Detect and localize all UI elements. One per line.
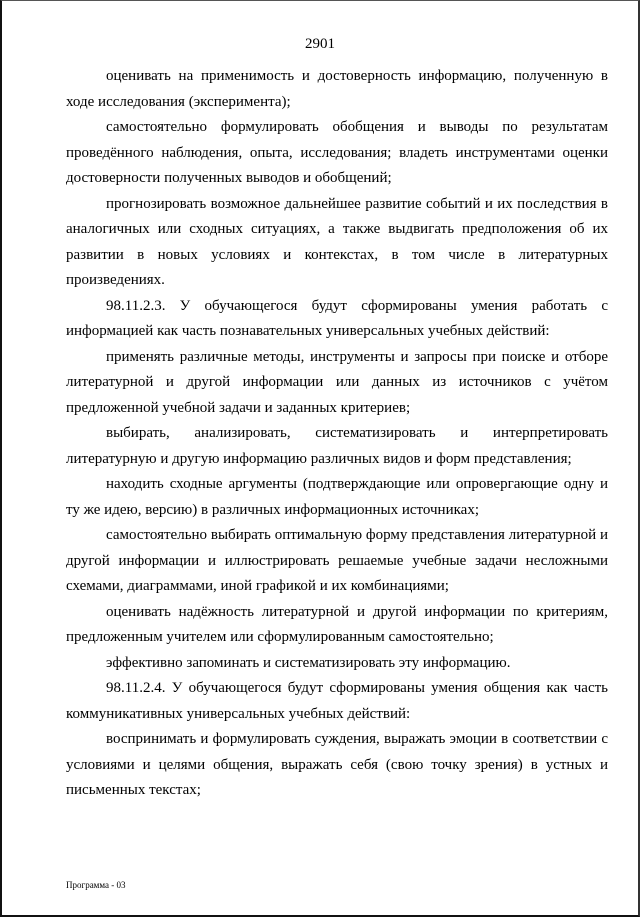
paragraph: находить сходные аргументы (подтверждающие или опровергающие одну и ту же идею, версию) в различных информационных источниках; <box>66 476 608 518</box>
paragraph: применять различные методы, инструменты и запросы при поиске и отборе литературной и другой информации или данных из источников с учётом предложенной учебной задачи и заданных критериев; <box>66 348 608 416</box>
paragraph: эффективно запоминать и систематизировать эту информацию. <box>106 654 511 671</box>
paragraph: прогнозировать возможное дальнейшее развитие событий и их последствия в аналогичных или сходных ситуациях, а также выдвигать предположения об их развитии в новых условиях и контекстах, в том числе в литературных произведениях. <box>66 195 608 288</box>
section-heading-paragraph: 98.11.2.4. У обучающегося будут сформированы умения общения как часть коммуникативных универсальных учебных действий: <box>66 680 608 722</box>
paragraph: выбирать, анализировать, систематизировать и интерпретировать литературную и другую информацию различных видов и форм представления; <box>66 425 608 467</box>
paragraph: воспринимать и формулировать суждения, выражать эмоции в соответствии с условиями и целями общения, выражать себя (свою точку зрения) в устных и письменных текстах; <box>66 731 608 798</box>
document-body <box>66 64 608 804</box>
paragraph: оценивать на применимость и достоверность информацию, полученную в ходе исследования (эксперимента); <box>66 68 608 110</box>
section-heading-paragraph: 98.11.2.3. У обучающегося будут сформированы умения работать с информацией как часть познавательных универсальных учебных действий: <box>66 297 608 339</box>
paragraph: оценивать надёжность литературной и другой информации по критериям, предложенным учителем или сформулированным самостоятельно; <box>66 603 608 645</box>
paragraph: самостоятельно формулировать обобщения и выводы по результатам проведённого наблюдения, опыта, исследования; владеть инструментами оценки достоверности полученных выводов и обобщений; <box>66 119 608 186</box>
footer-label: Программа - 03 <box>66 880 126 890</box>
paragraph: самостоятельно выбирать оптимальную форму представления литературной и другой информации и иллюстрировать решаемые учебные задачи несложными схемами, диаграммами, иной графикой и их комбинациями; <box>66 527 608 594</box>
page-number: 2901 <box>305 36 335 52</box>
